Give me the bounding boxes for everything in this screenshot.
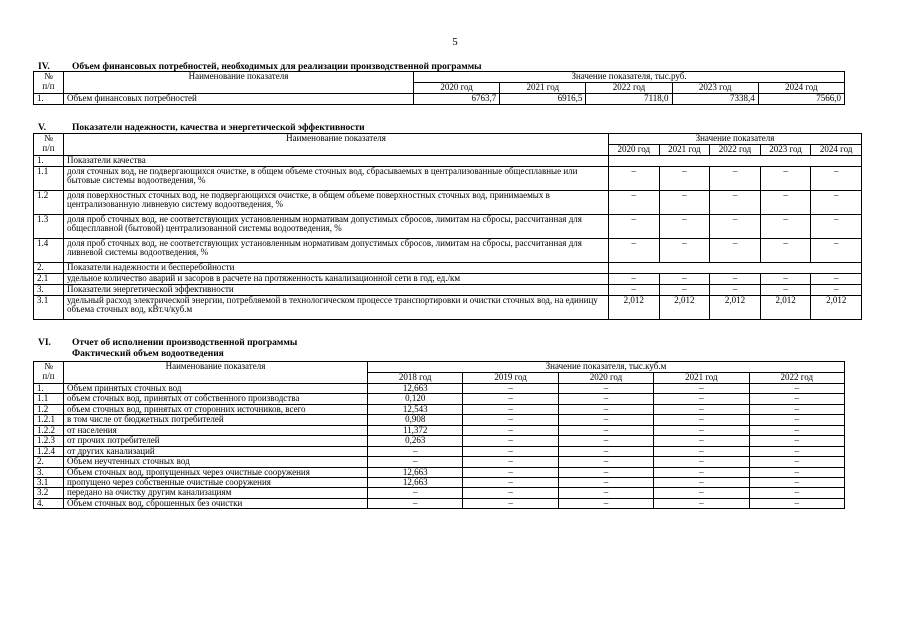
row-number: 1.1: [34, 394, 64, 404]
section-6-title: Отчет об исполнении производственной программы: [72, 338, 298, 348]
row-value: –: [654, 425, 749, 435]
row-value: –: [463, 457, 558, 467]
row-value: –: [760, 239, 811, 263]
row-value: –: [368, 446, 463, 456]
year-header: 2021 год: [659, 145, 710, 156]
table-row: [34, 239, 862, 263]
row-name: объем сточных вод, принятых от сторонних источников, всего: [64, 404, 368, 414]
table-row: [34, 446, 845, 456]
row-name: объем сточных вод, принятых от собственного производства: [64, 394, 368, 404]
row-value: –: [654, 457, 749, 467]
header-num: № п/п: [34, 72, 64, 94]
row-value: –: [558, 425, 653, 435]
table-row: [34, 425, 845, 435]
header-name: Наименование показателя: [64, 72, 414, 94]
table-row: [34, 384, 845, 394]
row-value: –: [811, 191, 862, 215]
row-value: –: [659, 285, 710, 296]
row-name: доля проб сточных вод, не соответствующих установленным нормативам допустимых сбросов, лимитам на сбросы, рассчитанная для общесплавной (бытовой) централизованной системы водоотведения, %: [64, 215, 609, 239]
row-value: –: [749, 394, 844, 404]
empty-cell: [609, 263, 862, 274]
row-value: –: [654, 394, 749, 404]
row-number: 3.: [34, 285, 64, 296]
row-value: –: [558, 384, 653, 394]
row-value: –: [463, 446, 558, 456]
row-value: –: [558, 394, 653, 404]
row-name: Объем неучтенных сточных вод: [64, 457, 368, 467]
row-value: –: [463, 384, 558, 394]
row-value: –: [710, 239, 761, 263]
header-num: № п/п: [34, 134, 64, 156]
table-row: [34, 477, 845, 487]
year-header: 2022 год: [749, 373, 844, 384]
row-number: 2.: [34, 457, 64, 467]
row-value: –: [749, 425, 844, 435]
row-value: –: [558, 467, 653, 477]
row-name: передано на очистку другим канализациям: [64, 488, 368, 498]
year-header: 2023 год: [760, 145, 811, 156]
row-value: –: [654, 415, 749, 425]
row-value: 0,908: [368, 415, 463, 425]
header-name: Наименование показателя: [64, 134, 609, 156]
row-value: –: [710, 215, 761, 239]
row-number: 1.: [34, 384, 64, 394]
year-header: 2024 год: [758, 83, 844, 94]
row-name: Показатели энергетической эффективности: [64, 285, 609, 296]
row-value: –: [463, 425, 558, 435]
row-number: 1.2.4: [34, 446, 64, 456]
row-value: –: [463, 404, 558, 414]
table-row: [34, 467, 845, 477]
row-value: –: [368, 498, 463, 508]
table-row: [34, 285, 862, 296]
row-value: 7566,0: [758, 94, 844, 105]
row-value: 12,663: [368, 477, 463, 487]
row-value: –: [749, 457, 844, 467]
row-value: 2,012: [710, 296, 761, 320]
row-value: –: [558, 415, 653, 425]
row-number: 3.1: [34, 477, 64, 487]
row-value: –: [749, 467, 844, 477]
row-value: –: [368, 488, 463, 498]
row-number: 1.: [34, 94, 64, 105]
row-value: –: [749, 436, 844, 446]
row-value: –: [811, 274, 862, 285]
row-value: –: [463, 477, 558, 487]
row-value: –: [368, 457, 463, 467]
table-row: [34, 457, 845, 467]
row-value: –: [558, 436, 653, 446]
row-value: –: [749, 477, 844, 487]
row-value: 0,120: [368, 394, 463, 404]
row-value: –: [463, 488, 558, 498]
row-value: 7118,0: [586, 94, 672, 105]
row-value: –: [558, 498, 653, 508]
row-value: –: [749, 404, 844, 414]
row-value: –: [760, 285, 811, 296]
row-value: –: [710, 274, 761, 285]
row-number: 3.2: [34, 488, 64, 498]
section-5-table: [33, 133, 862, 320]
row-value: –: [749, 446, 844, 456]
row-value: –: [710, 191, 761, 215]
table-row: [34, 296, 862, 320]
empty-cell: [609, 156, 862, 167]
row-name: пропущено через собственные очистные сооружения: [64, 477, 368, 487]
year-header: 2019 год: [463, 373, 558, 384]
table-row: [34, 94, 845, 105]
year-header: 2020 год: [558, 373, 653, 384]
table-row: [34, 263, 862, 274]
row-value: –: [558, 404, 653, 414]
table-row: [34, 215, 862, 239]
row-value: –: [463, 436, 558, 446]
row-number: 4.: [34, 498, 64, 508]
row-value: 12,543: [368, 404, 463, 414]
row-value: –: [659, 215, 710, 239]
row-value: –: [749, 415, 844, 425]
row-value: –: [654, 384, 749, 394]
year-header: 2021 год: [500, 83, 586, 94]
header-value: Значение показателя, тыс.куб.м: [368, 362, 845, 373]
row-value: –: [659, 239, 710, 263]
row-name: от других канализаций: [64, 446, 368, 456]
header-num: № п/п: [34, 362, 64, 384]
row-value: –: [811, 167, 862, 191]
row-value: –: [463, 498, 558, 508]
row-value: –: [609, 285, 660, 296]
row-number: 1.: [34, 156, 64, 167]
row-value: –: [558, 446, 653, 456]
year-header: 2018 год: [368, 373, 463, 384]
row-name: Объем сточных вод, сброшенных без очистки: [64, 498, 368, 508]
row-value: –: [654, 436, 749, 446]
row-value: –: [811, 285, 862, 296]
row-value: –: [760, 167, 811, 191]
row-name: удельный расход электрической энергии, потребляемой в технологическом процессе транспортировки и очистки сточных вод, на единицу объема сточных вод, кВт.ч/куб.м: [64, 296, 609, 320]
section-6-subtitle: Фактический объем водоотведения: [72, 349, 224, 359]
row-name: Показатели надежности и бесперебойности: [64, 263, 609, 274]
section-4-number: IV.: [38, 62, 50, 72]
row-number: 1.2.1: [34, 415, 64, 425]
table-row: [34, 167, 862, 191]
row-value: –: [659, 191, 710, 215]
row-value: 7338,4: [672, 94, 758, 105]
row-value: –: [654, 404, 749, 414]
row-value: 2,012: [659, 296, 710, 320]
row-name: доля сточных вод, не подвергающихся очистке, в общем объеме сточных вод, сбрасываемых в централизованные общесплавные или бытовые системы водоотведения, %: [64, 167, 609, 191]
table-row: [34, 274, 862, 285]
year-header: 2020 год: [609, 145, 660, 156]
section-6-number: VI.: [38, 338, 51, 348]
section-4-table: [33, 71, 845, 105]
row-value: –: [558, 477, 653, 487]
row-value: –: [659, 274, 710, 285]
row-value: –: [654, 467, 749, 477]
table-row: [34, 191, 862, 215]
row-value: –: [749, 488, 844, 498]
table-row: [34, 436, 845, 446]
section-6-heading: [38, 339, 297, 349]
row-value: 11,372: [368, 425, 463, 435]
row-value: –: [659, 167, 710, 191]
row-name: доля поверхностных сточных вод, не подвергающихся очистке, в общем объеме поверхностных сточных вод, принимаемых в централизованную ливневую систему водоотведения, %: [64, 191, 609, 215]
row-name: в том числе от бюджетных потребителей: [64, 415, 368, 425]
row-value: –: [463, 394, 558, 404]
page-number: 5: [452, 36, 458, 48]
table-row: [34, 488, 845, 498]
row-value: 6763,7: [414, 94, 500, 105]
row-number: 1.4: [34, 239, 64, 263]
section-6-table: [33, 361, 845, 509]
row-value: –: [710, 285, 761, 296]
row-value: 12,663: [368, 384, 463, 394]
table-row: [34, 404, 845, 414]
row-value: 12,663: [368, 467, 463, 477]
row-value: –: [749, 498, 844, 508]
year-header: 2022 год: [586, 83, 672, 94]
table-row: [34, 394, 845, 404]
row-value: 0,263: [368, 436, 463, 446]
row-value: –: [463, 467, 558, 477]
row-value: –: [609, 215, 660, 239]
section-5-number: V.: [38, 123, 47, 133]
row-value: 2,012: [760, 296, 811, 320]
row-number: 1.2: [34, 191, 64, 215]
row-name: от прочих потребителей: [64, 436, 368, 446]
row-value: –: [654, 498, 749, 508]
year-header: 2024 год: [811, 145, 862, 156]
row-name: Объем принятых сточных вод: [64, 384, 368, 394]
header-value: Значение показателя: [609, 134, 862, 145]
row-name: Показатели качества: [64, 156, 609, 167]
row-number: 2.1: [34, 274, 64, 285]
table-row: [34, 156, 862, 167]
row-name: Объем сточных вод, пропущенных через очистные сооружения: [64, 467, 368, 477]
row-number: 1.2.3: [34, 436, 64, 446]
row-value: 2,012: [811, 296, 862, 320]
row-value: 2,012: [609, 296, 660, 320]
row-name: от населения: [64, 425, 368, 435]
row-value: –: [710, 167, 761, 191]
section-4-title: Объем финансовых потребностей, необходимых для реализации производственной программы: [72, 62, 482, 72]
row-value: –: [654, 446, 749, 456]
row-number: 1.3: [34, 215, 64, 239]
table-row: [34, 498, 845, 508]
row-value: –: [609, 239, 660, 263]
row-value: –: [558, 457, 653, 467]
row-value: –: [609, 191, 660, 215]
row-value: –: [749, 384, 844, 394]
row-value: –: [760, 215, 811, 239]
row-value: –: [654, 488, 749, 498]
header-name: Наименование показателя: [64, 362, 368, 384]
row-name: Объем финансовых потребностей: [64, 94, 414, 105]
row-value: –: [609, 274, 660, 285]
year-header: 2022 год: [710, 145, 761, 156]
section-5-title: Показатели надежности, качества и энергетической эффективности: [72, 123, 365, 133]
row-value: –: [463, 415, 558, 425]
row-number: 3.: [34, 467, 64, 477]
row-value: –: [558, 488, 653, 498]
row-name: удельное количество аварий и засоров в расчете на протяженность канализационной сети в год, ед./км: [64, 274, 609, 285]
row-value: –: [811, 215, 862, 239]
row-number: 1.2: [34, 404, 64, 414]
row-number: 1.1: [34, 167, 64, 191]
year-header: 2021 год: [654, 373, 749, 384]
year-header: 2023 год: [672, 83, 758, 94]
row-value: –: [760, 274, 811, 285]
row-name: доля проб сточных вод, не соответствующих установленным нормативам допустимых сбросов, лимитам на сбросы, рассчитанная для ливневой системы водоотведения, %: [64, 239, 609, 263]
row-value: 6916,5: [500, 94, 586, 105]
row-value: –: [760, 191, 811, 215]
row-number: 1.2.2: [34, 425, 64, 435]
row-value: –: [609, 167, 660, 191]
row-value: –: [811, 239, 862, 263]
row-number: 2.: [34, 263, 64, 274]
year-header: 2020 год: [414, 83, 500, 94]
row-value: –: [654, 477, 749, 487]
row-number: 3.1: [34, 296, 64, 320]
table-row: [34, 415, 845, 425]
header-value: Значение показателя, тыс.руб.: [414, 72, 845, 83]
